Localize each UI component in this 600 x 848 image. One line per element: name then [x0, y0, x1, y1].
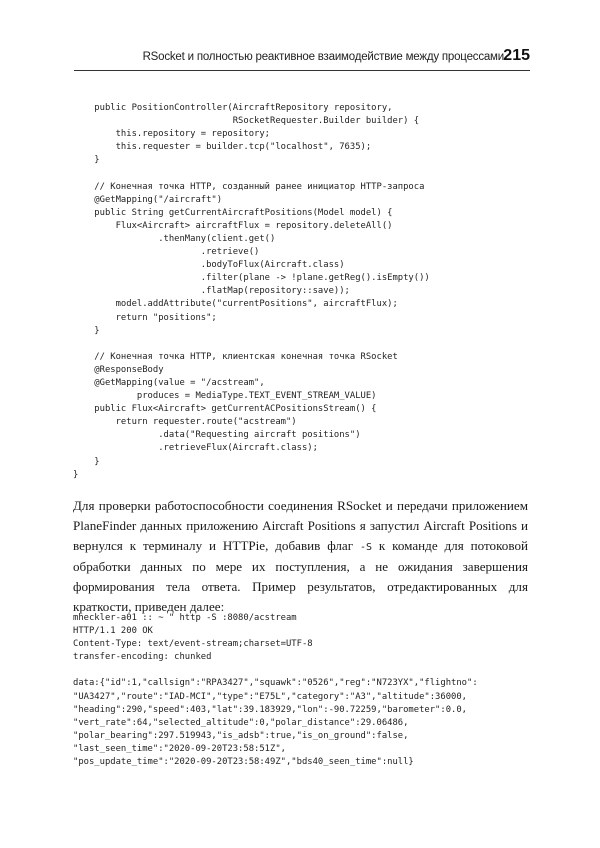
code-block-terminal-output: mheckler-a01 :: ~ " http -S :8080/acstream HTTP/1.1 200 OK Content-Type: text/event-stream;charset=UTF-8 transfer-encoding: chunked data:{"id":1,"callsign":"RPA3427","squawk":"0526","reg":"N723YX","flightno": "UA3427","route":"IAD-MCI","type":"E75L","category":"A3","altitude":36000, "heading":290,"speed":403,"lat":39.183929,"lon":-90.72259,"barometer":0.0, "vert_rate":64,"selected_altitude":0,"polar_distance":29.06486, "polar_bearing":297.519943,"is_adsb":true,"is_on_ground":false, "last_seen_time":"2020-09-20T23:58:51Z", "pos_update_time":"2020-09-20T23:58:49Z","bds40_seen_time":null}: [73, 613, 478, 768]
header-rule: [74, 70, 530, 71]
paragraph-text-end: к команде для потоковой обработки данных по мере их поступления, а не ожидания завершения формирования тела ответа. Пример результатов, отредактированных для краткости, приведен далее:: [73, 537, 528, 614]
paragraph-text-start: Для проверки работоспособности соединения RSocket и передачи приложением PlaneFinder данных приложению Aircraft Positions я запустил Aircraft Positions и вернулся к терминалу и HTTPie, добавив флаг: [73, 498, 528, 553]
page-number: 215: [503, 47, 530, 64]
inline-code-flag: -S: [359, 541, 373, 553]
page-header: [0, 0, 600, 80]
body-paragraph: [73, 496, 528, 617]
running-title: RSocket и полностью реактивное взаимодействие между процессами: [142, 51, 504, 63]
code-block-controller: public PositionController(AircraftRepository repository, RSocketRequester.Builder builder) { this.repository = repository; this.requester = builder.tcp("localhost", 7635); } // Конечная точка HTTP, созданный ранее инициатор HTTP-запроса @GetMapping("/aircraft") public String getCurrentAircraftPositions(Model model) { Flux<Aircraft> aircraftFlux = repository.deleteAll() .thenMany(client.get() .retrieve() .bodyToFlux(Aircraft.class) .filter(plane -> !plane.getReg().isEmpty()) .flatMap(repository::save)); model.addAttribute("currentPositions", aircraftFlux); return "positions"; } // Конечная точка HTTP, клиентская конечная точка RSocket @ResponseBody @GetMapping(value = "/acstream", produces = MediaType.TEXT_EVENT_STREAM_VALUE) public Flux<Aircraft> getCurrentACPositionsStream() { return requester.route("acstream") .data("Requesting aircraft positions") .retrieveFlux(Aircraft.class); } }: [73, 103, 430, 480]
